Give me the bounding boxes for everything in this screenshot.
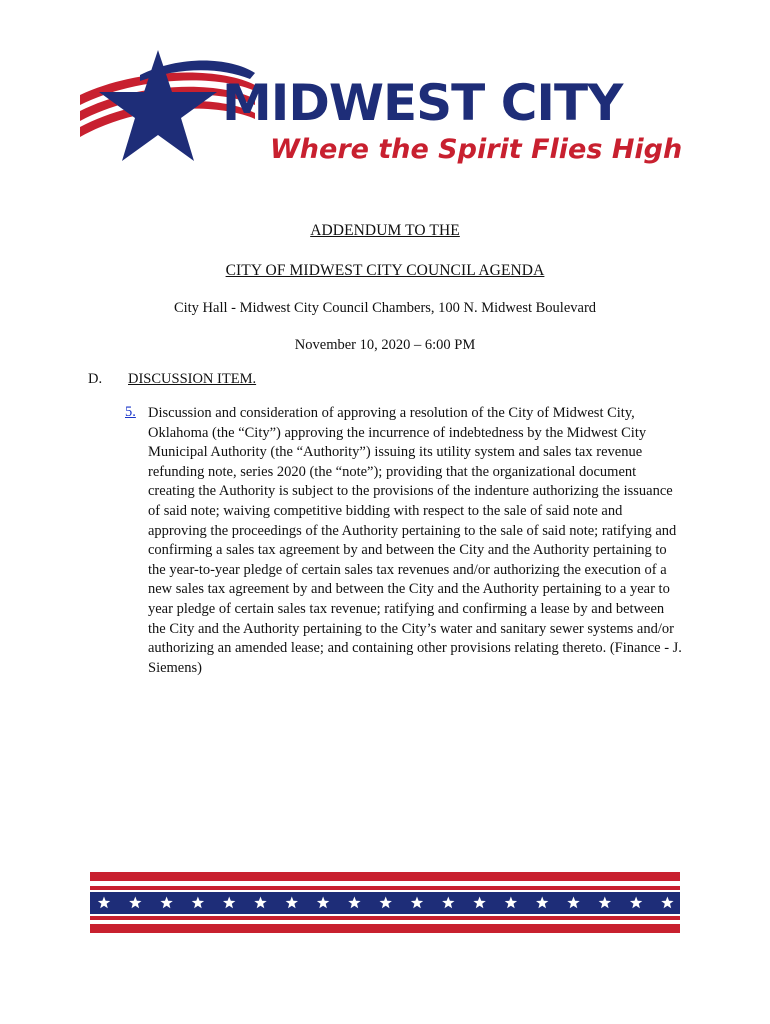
- svg-text:MIDWEST CITY: MIDWEST CITY: [222, 74, 623, 132]
- agenda-title-line1: ADDENDUM TO THE: [310, 222, 460, 239]
- midwest-city-logo: [80, 45, 690, 185]
- section-title: DISCUSSION ITEM.: [128, 371, 257, 387]
- meeting-datetime: November 10, 2020 – 6:00 PM: [294, 337, 476, 353]
- section-letter: D.: [88, 371, 103, 387]
- agenda-title-line2: CITY OF MIDWEST CITY COUNCIL AGENDA: [225, 262, 545, 279]
- agenda-item-text: Discussion and consideration of approving a resolution of the City of Midwest City, Oklahoma (the “City”) approving the incurrence of indebtedness by the Midwest City Municipal Authority (the “Authority”) issuing its utility system and sales tax revenue refunding note, series 2020 (the “note”); providing that the organizational document creating the Authority is subject to the provisions of the indenture authorizing the issuance of said note; waiving competitive bidding with respect to the sale of said note and approving the proceedings of the Authority pertaining to the sale of said note; ratifying and confirming a sales tax agreement by and between the City and the Authority pertaining to the year-to-year pledge of certain sales tax revenues and/or authorizing the execution of a new sales tax agreement by and between the City and the Authority pertaining to a year to year pledge of certain sales tax revenue; ratifying and confirming a lease by and between the City and the Authority pertaining to the City’s water and sanitary sewer systems and/or authorizing an amended lease; and containing other provisions relating thereto. (Finance - J. Siemens): [148, 405, 682, 676]
- svg-text:Where the Spirit Flies High: Where the Spirit Flies High: [270, 134, 683, 165]
- agenda-item-number-link[interactable]: 5.: [125, 404, 136, 420]
- patriotic-star-border: [90, 872, 680, 934]
- meeting-location: City Hall - Midwest City Council Chambers, 100 N. Midwest Boulevard: [173, 300, 597, 316]
